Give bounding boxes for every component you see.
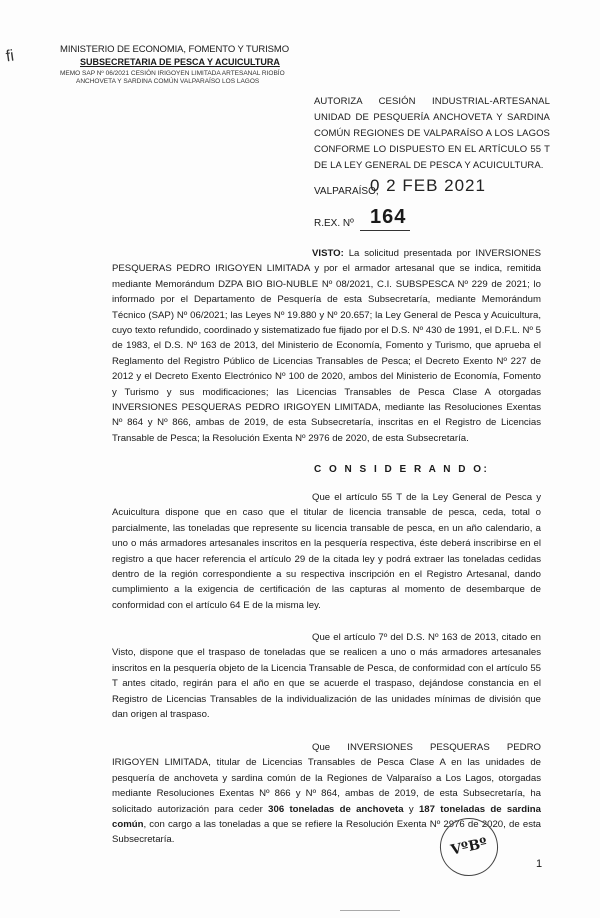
page-number: 1 — [536, 858, 543, 870]
ministry-name: MINISTERIO DE ECONOMIA, FOMENTO Y TURISMO — [60, 44, 290, 55]
place-label: VALPARAÍSO, — [314, 186, 379, 197]
memo-reference-line-1: MEMO SAP Nº 06/2021 CESIÓN IRIGOYEN LIMITADA ARTESANAL RIOBÍO — [60, 70, 285, 77]
subsecretaria-name: SUBSECRETARIA DE PESCA Y ACUICULTURA — [80, 57, 280, 67]
footer-rule — [340, 910, 400, 911]
anchoveta-tonnage: 306 toneladas de anchoveta — [268, 803, 404, 815]
resolution-title: AUTORIZA CESIÓN INDUSTRIAL-ARTESANAL UNIDAD DE PESQUERÍA ANCHOVETA Y SARDINA COMÚN REGIONES DE VALPARAÍSO A LOS LAGOS CONFORME LO DISPUESTO EN EL ARTÍCULO 55 T DE LA LEY GENERAL DE PESCA Y ACUICULTURA. — [314, 96, 550, 171]
letterhead — [60, 44, 320, 85]
stamp-text: VºBº — [449, 835, 489, 859]
handwritten-margin-mark: ﬁ — [4, 47, 16, 66]
considerando-paragraph-2 — [112, 630, 541, 722]
visto-text: La solicitud presentada por INVERSIONES PESQUERAS PEDRO IRIGOYEN LIMITADA y por el armador artesanal que se indica, remitida mediante Memorándum DZPA BIO BIO-NUBLE Nº 08/2021, C.I. SUBSPESCA Nº 229 de 2021; lo informado por el Departamento de Pesquería de esta Subsecretaría, mediante Memorándum Técnico (SAP) Nº 06/2021; las Leyes Nº 19.880 y Nº 20.657; la Ley General de Pesca y Acuicultura, cuyo texto refundido, coordinado y sistematizado fue fijado por el D.S. Nº 430 de 1991, el D.F.L. Nº 5 de 1983, el D.S. Nº 163 de 2013, del Ministerio de Economía, Fomento y Turismo, que aprueba el Reglamento del Registro Público de Licencias Transables de Pesca; el Decreto Exento Nº 227 de 2012 y el Decreto Exento Electrónico Nº 100 de 2020, ambos del Ministerio de Economía, Fomento y Turismo y sus modificaciones; las Licencias Transables de Pesca Clase A otorgadas INVERSIONES PESQUERAS PEDRO IRIGOYEN LIMITADA, mediante las Resoluciones Exentas Nº 864 y Nº 866, ambas de 2019, de esta Subsecretaría, inscritas en el Registro de Licencias Transable de Pesca; la Resolución Exenta Nº 2976 de 2020, de esta Subsecretaría. — [112, 248, 541, 444]
resolution-number-label: R.EX. Nº — [314, 218, 354, 229]
resolution-number-underline — [360, 230, 410, 231]
paragraph-3-text-c: , con cargo a las toneladas a que se refiere la Resolución Exenta Nº 2976 de 2020, de esta Subsecretaría. — [112, 819, 541, 846]
paragraph-1-text: Que el artículo 55 T de la Ley General de Pesca y Acuicultura dispone que en caso que el titular de licencia transable de pesca, ceda, total o parcialmente, las toneladas que represente su licencia transable de pesca, en un año calendario, a uno o más armadores artesanales inscritos en la pesquería respectiva, éste deberá inscribirse en el registro a que hacer referencia el artículo 29 de la citada ley y podrá extraer las toneladas cedidas dentro de la región correspondiente a su respectiva inscripción en el Registro Artesanal, dando cumplimiento a la exigencia de certificación de las capturas al momento de desembarque de conformidad con el artículo 64 E de la misma ley. — [112, 492, 541, 611]
date-stamp: 0 2 FEB 2021 — [370, 176, 486, 195]
considerando-heading: C O N S I D E R A N D O: — [314, 464, 490, 475]
memo-reference-line-2: ANCHOVETA Y SARDINA COMÚN VALPARAÍSO LOS LAGOS — [76, 78, 260, 85]
considerando-paragraph-1 — [112, 490, 541, 613]
paragraph-3-text-b: y — [403, 803, 419, 815]
paragraph-2-text: Que el artículo 7º del D.S. Nº 163 de 2013, citado en Visto, dispone que el traspaso de toneladas que se realicen a uno o más armadores artesanales inscritos en la pesquería objeto de la Licencia Transable de Pesca, de conformidad con el artículo 55 T antes citado, regirán para el año en que se acuerde el traspaso, dejándose constancia en el Registro de Licencias Transables de la individualización de las unidades mínimas de división que dan origen al traspaso. — [112, 632, 541, 721]
visto-label: VISTO: — [312, 248, 344, 259]
sardina-tonnage: 187 toneladas de sardina común — [112, 803, 542, 831]
visto-paragraph — [112, 246, 541, 446]
paragraph-3-text-a: Que INVERSIONES PESQUERAS PEDRO IRIGOYEN LIMITADA, titular de Licencias Transables de Pesca Clase A en las unidades de pesquería de anchoveta y sardina común de la Regiones de Valparaíso a Los Lagos, otorgadas mediante Resoluciones Exentas Nº 866 y Nº 864, ambas de 2019, de esta Subsecretaría, ha solicitado autorización para ceder — [112, 742, 541, 815]
resolution-number: 164 — [370, 206, 407, 228]
